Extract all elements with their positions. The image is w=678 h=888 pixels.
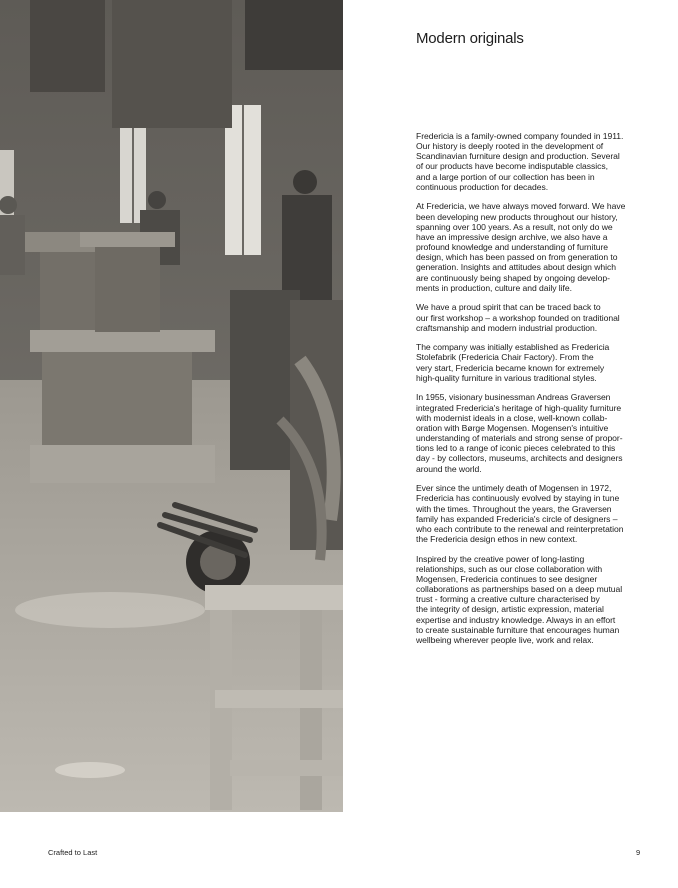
paragraph: The company was initially established as Fredericia Stolefabrik (Fredericia Chair Factory). From the very start, Fredericia became known for extremely high-quality furniture in various traditional styles. [416,342,610,383]
body-text [416,131,648,655]
paragraph: We have a proud spirit that can be traced back to our first workshop – a workshop founded on traditional craftsmanship and modern industrial production. [416,302,620,333]
paragraph: Ever since the untimely death of Mogensen in 1972, Fredericia has continuously evolved by staying in tune with the times. Throughout the years, the Graversen family has expanded Fredericia's circle of designers – who each contribute to the renewal and reinterpretation the Fredericia design ethos in new context. [416,483,624,544]
page-title: Modern originals [416,30,524,47]
footer-publication-title: Crafted to Last [48,848,98,857]
paragraph: Fredericia is a family-owned company founded in 1911. Our history is deeply rooted in the development of Scandinavian furniture design and production. Several of our products have become indisputable classics, and a large portion of our collection has been in continuous production for decades. [416,131,624,192]
paragraph: At Fredericia, we have always moved forward. We have been developing new products throughout our history, spanning over 100 years. As a result, not only do we have an impressive design archive, we also have a profound knowledge and understanding of furniture design, which has been passed on from generation to generation. Insights and attitudes about design which are continuously being shaped by ongoing develop- ments in production, culture and daily life. [416,201,626,293]
page-number: 9 [636,848,641,857]
workshop-photo [0,0,343,812]
paragraph: In 1955, visionary businessman Andreas Graversen integrated Fredericia's heritage of high-quality furniture with modernist ideals in a close, well-known collab- oration with Børge Mogensen. Mogensen's intuitive understanding of materials and strong sense of propor- tions led to a range of iconic pieces celebrated to this day - by collectors, museums, architects and designers around the world. [416,392,623,474]
paragraph: Inspired by the creative power of long-lasting relationships, such as our close collaboration with Mogensen, Fredericia continues to see designer collaborations as partnerships based on a deep mutual trust - forming a creative culture characterised by the integrity of design, artistic expression, material expertise and industry knowledge. Always in an effort to create sustainable furniture that encourages human wellbeing wherever people live, work and relax. [416,553,623,645]
